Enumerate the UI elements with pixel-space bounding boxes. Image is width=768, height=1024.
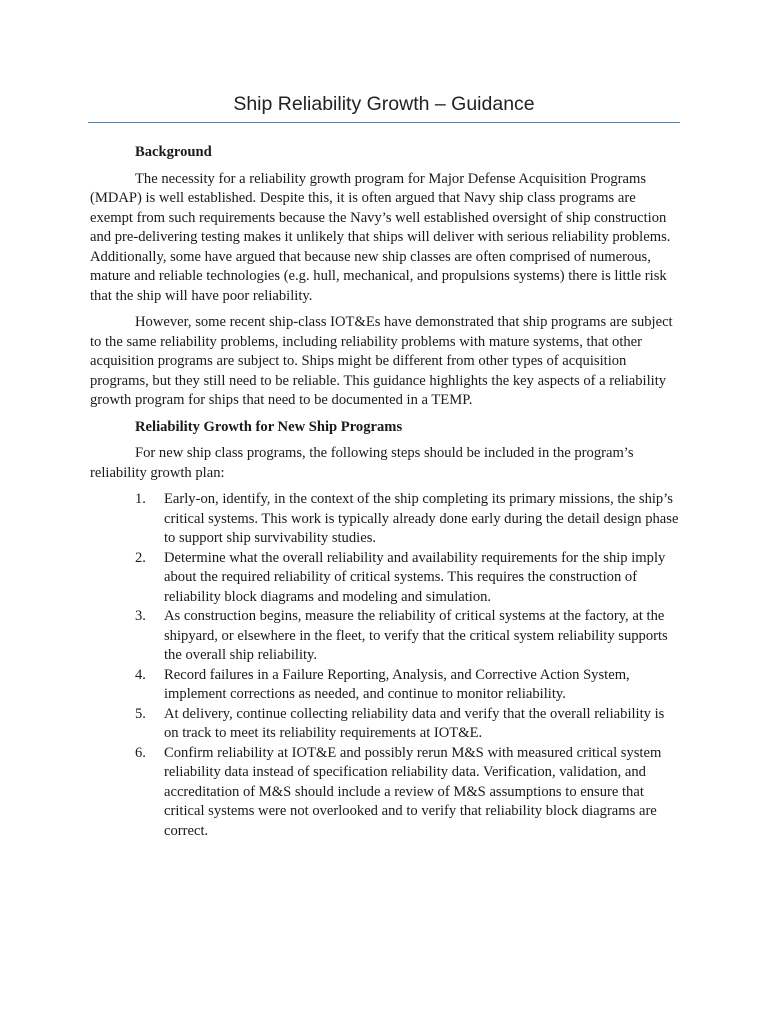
step-text: Record failures in a Failure Reporting, Analysis, and Corrective Action System, implement corrections as needed, and continue to monitor reliability. [164, 666, 630, 702]
step-text: Determine what the overall reliability and availability requirements for the ship imply about the required reliability of critical systems. This requires the construction of reliability block diagrams and modeling and simulation. [164, 549, 666, 605]
section-heading-background: Background [135, 144, 212, 160]
step-number: 3. [135, 608, 146, 624]
steps-list [90, 490, 680, 841]
step-text: At delivery, continue collecting reliability data and verify that the overall reliability is on track to meet its reliability requirements at IOT&E. [164, 705, 665, 741]
background-paragraph-2: However, some recent ship-class IOT&Es have demonstrated that ship programs are subject to the same reliability problems, including reliability problems with mature systems, that other acquisition programs are subject to. Ships might be different from other types of acquisition programs, but they still need to be reliable. This guidance highlights the key aspects of a reliability growth program for ships that need to be documented in a TEMP. [90, 314, 673, 408]
list-item [90, 607, 680, 666]
background-paragraph-1: The necessity for a reliability growth program for Major Defense Acquisition Programs (MDAP) is well established. Despite this, it is often argued that Navy ship class programs are exempt from such requirements because the Navy’s well established oversight of ship construction and pre-delivering testing makes it unlikely that ships will deliver with serious reliability problems. Additionally, some have argued that because new ship classes are often comprised of numerous, mature and reliable technologies (e.g. hull, mechanical, and propulsions systems) there is little risk that the ship will have poor reliability. [90, 170, 671, 304]
list-item [90, 490, 680, 549]
document-body [90, 143, 680, 841]
list-item [90, 549, 680, 608]
step-number: 2. [135, 549, 146, 566]
document-title: Ship Reliability Growth – Guidance [233, 93, 535, 115]
step-number: 6. [135, 744, 146, 761]
step-text: As construction begins, measure the reliability of critical systems at the factory, at the shipyard, or elsewhere in the fleet, to verify that the critical system reliability supports the overall ship reliability. [164, 608, 668, 663]
new-programs-intro: For new ship class programs, the following steps should be included in the program’s reliability growth plan: [90, 445, 634, 481]
step-number: 4. [135, 666, 146, 683]
list-item [90, 705, 680, 744]
step-number: 5. [135, 705, 146, 722]
list-item [90, 744, 680, 842]
step-text: Early-on, identify, in the context of the ship completing its primary missions, the ship’s critical systems. This work is typically already done early during the detail design phase to support ship survivability studies. [164, 491, 679, 546]
title-underline [88, 122, 680, 123]
step-number: 1. [135, 491, 146, 507]
step-text: Confirm reliability at IOT&E and possibly rerun M&S with measured critical system reliability data instead of specification reliability data. Verification, validation, and accreditation of M&S should include a review of M&S assumptions to ensure that critical systems were not overlooked and to verify that reliability block diagrams are correct. [164, 744, 662, 839]
section-heading-new-ship-programs: Reliability Growth for New Ship Programs [135, 418, 403, 435]
list-item [90, 666, 680, 705]
